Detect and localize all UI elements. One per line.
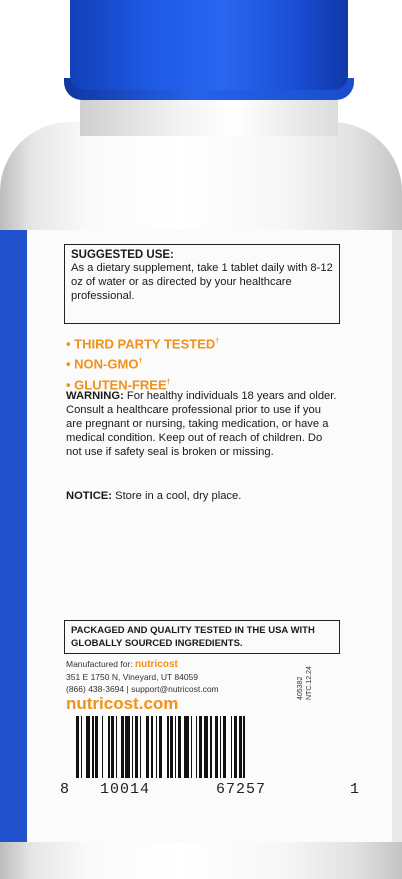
barcode-left-group: 10014 <box>100 781 151 798</box>
manufacturer-info <box>66 658 219 695</box>
manufacturer-email: support@nutricost.com <box>131 684 219 694</box>
claim-non-gmo: • NON-GMO† <box>66 356 143 372</box>
manufacturer-address: 351 E 1750 N, Vineyard, UT 84059 <box>66 672 198 682</box>
lot-code <box>296 666 314 700</box>
claims-list <box>66 333 219 394</box>
warning-text <box>66 389 338 459</box>
bottle-neck <box>80 96 338 136</box>
separator: | <box>126 684 129 694</box>
barcode-right-group: 67257 <box>216 781 267 798</box>
lot-number: 405382 <box>297 676 304 700</box>
barcode-space <box>245 716 248 778</box>
barcode-first-digit: 8 <box>60 781 71 798</box>
label-edge <box>392 230 402 842</box>
suggested-use-heading: SUGGESTED USE: <box>71 249 174 261</box>
lot-ntc: NTC.12.24 <box>306 666 313 700</box>
website-logo: nutricost.com <box>66 694 179 713</box>
notice-label: NOTICE: <box>66 490 112 502</box>
manufacturer-prefix: Manufactured for: <box>66 659 133 669</box>
claim-third-party: • THIRD PARTY TESTED† <box>66 336 220 352</box>
packaged-box: PACKAGED AND QUALITY TESTED IN THE USA WITH GLOBALLY SOURCED INGREDIENTS. <box>64 620 340 654</box>
warning-label: WARNING: <box>66 390 124 402</box>
label-blue-stripe <box>0 230 27 842</box>
claim-gluten-free: • GLUTEN-FREE† <box>66 376 171 392</box>
suggested-use-text: As a dietary supplement, take 1 tablet daily with 8-12 oz of water or as directed by your healthcare professional. <box>71 262 333 302</box>
manufacturer-phone: (866) 438-3694 <box>66 684 125 694</box>
manufacturer-brand: nutricost <box>135 659 178 670</box>
suggested-use-box <box>64 244 340 324</box>
warning-body: For healthy individuals 18 years and older. Consult a healthcare professional prior to use if you are pregnant or nursing, taking medication, or have a medical condition. Keep out of reach of children. Do not use if safety seal is broken or missing. <box>66 390 337 458</box>
notice-body: Store in a cool, dry place. <box>115 490 242 502</box>
barcode <box>76 716 346 778</box>
notice-text <box>66 490 338 502</box>
barcode-last-digit: 1 <box>350 781 361 798</box>
bottle-cap <box>70 0 348 90</box>
